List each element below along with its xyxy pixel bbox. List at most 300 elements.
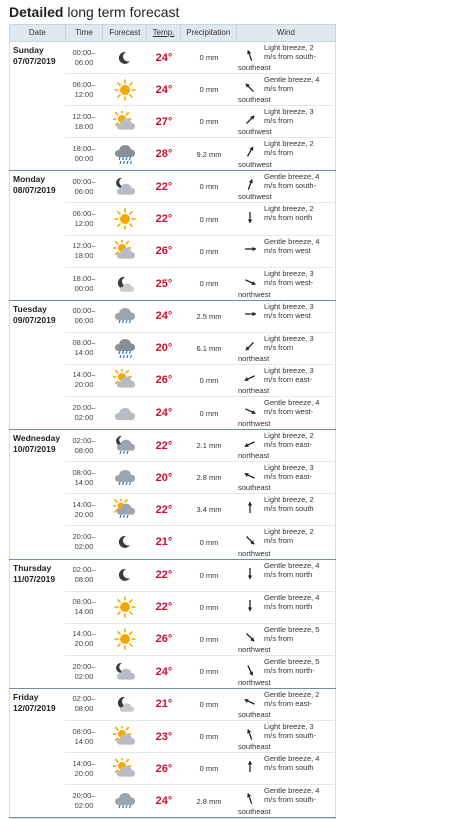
moon-cloud-icon — [113, 693, 137, 715]
table-row[interactable] — [65, 785, 336, 817]
sun-cloud-icon — [113, 369, 137, 391]
time-end: 20:00 — [74, 509, 94, 519]
time-cell — [65, 333, 103, 364]
day-group — [9, 560, 336, 689]
wind-text — [264, 366, 333, 384]
wind-line-2: m/s from south- — [264, 730, 317, 740]
cloud-rain-icon — [113, 467, 137, 489]
wind-text — [264, 463, 333, 481]
forecast-cell — [103, 494, 147, 525]
sun-icon — [113, 596, 137, 618]
day-group — [9, 301, 336, 430]
wind-line-1: Gentle breeze, 4 — [264, 236, 320, 246]
moon-icon — [113, 47, 137, 69]
precipitation: 0 mm — [199, 602, 219, 612]
table-row[interactable] — [65, 721, 336, 753]
wind-line-2: m/s from west — [264, 310, 311, 320]
sun-icon — [113, 208, 137, 230]
wind-text — [264, 43, 333, 61]
title-bold: Detailed — [9, 4, 64, 20]
time-cell — [65, 397, 103, 429]
forecast-cell — [103, 430, 147, 461]
wind-line-2: m/s from west — [264, 245, 311, 255]
time-end: 02:00 — [74, 413, 94, 423]
wind-line-1: Light breeze, 2 — [264, 527, 314, 537]
moon-icon — [113, 531, 137, 553]
wind-text — [264, 754, 333, 772]
sun-cloud-rain-icon — [113, 499, 137, 521]
precipitation: 0 mm — [199, 214, 219, 224]
day-rows — [65, 171, 336, 299]
wind-cell — [237, 721, 336, 752]
wind-cell — [237, 753, 336, 784]
precipitation: 0 mm — [199, 279, 219, 289]
precipitation: 0 mm — [199, 732, 219, 742]
wind-line-2: m/s from west- — [264, 277, 314, 287]
day-date-cell — [9, 560, 65, 688]
table-row[interactable] — [65, 494, 336, 526]
wind-line-2: m/s from north — [264, 601, 313, 611]
wind-cell — [237, 301, 336, 332]
sun-icon — [113, 79, 137, 101]
time-start: 00:00– — [72, 176, 96, 186]
cloud-rain-icon — [113, 305, 137, 327]
day-date-cell — [9, 301, 65, 429]
wind-text — [264, 786, 333, 804]
precipitation: 3.4 mm — [196, 505, 222, 515]
time-cell — [65, 301, 103, 332]
precipitation: 0 mm — [199, 117, 219, 127]
wind-line-3: southeast — [238, 807, 271, 817]
sun-icon — [113, 208, 137, 230]
day-rows — [65, 42, 336, 170]
time-start: 14:00– — [72, 629, 96, 639]
table-row[interactable] — [65, 203, 336, 235]
wind-line-2: m/s from — [264, 633, 294, 643]
wind-line-1: Light breeze, 3 — [264, 268, 314, 278]
temperature: 22° — [155, 503, 173, 516]
wind-arrow-icon — [243, 178, 257, 192]
table-row[interactable] — [65, 106, 336, 138]
wind-line-2: m/s from east- — [264, 698, 312, 708]
time-cell — [65, 74, 103, 105]
day-group — [9, 689, 336, 818]
wind-arrow-icon — [243, 695, 257, 709]
time-cell — [65, 268, 103, 300]
temperature: 22° — [155, 601, 173, 614]
time-start: 12:00– — [72, 241, 96, 251]
precipitation: 0 mm — [199, 375, 219, 385]
wind-line-3: southeast — [238, 483, 271, 493]
wind-line-1: Gentle breeze, 4 — [264, 398, 320, 408]
wind-arrow-icon — [243, 501, 257, 515]
wind-line-1: Gentle breeze, 5 — [264, 624, 320, 634]
time-start: 18:00– — [72, 144, 96, 154]
moon-icon — [113, 531, 137, 553]
wind-line-3: northeast — [238, 451, 270, 461]
precipitation: 2.8 mm — [196, 796, 222, 806]
sun-cloud-icon — [113, 726, 137, 748]
header-precipitation[interactable]: Precipitation — [181, 25, 237, 41]
time-start: 20:00– — [72, 791, 96, 801]
days-container — [9, 42, 336, 818]
wind-cell — [237, 171, 336, 202]
wind-line-2: m/s from — [264, 148, 294, 158]
time-start: 20:00– — [72, 403, 96, 413]
wind-line-3: northwest — [238, 289, 271, 299]
wind-arrow-icon — [243, 404, 257, 418]
time-end: 08:00 — [74, 445, 94, 455]
forecast-cell — [103, 236, 147, 267]
table-row[interactable] — [65, 74, 336, 106]
time-start: 14:00– — [72, 370, 96, 380]
day-date: 11/07/2019 — [13, 573, 56, 584]
temperature: 22° — [155, 213, 173, 226]
page-title — [0, 0, 454, 24]
wind-cell — [237, 785, 336, 817]
day-name: Thursday — [13, 562, 52, 573]
wind-cell — [237, 494, 336, 525]
wind-text — [264, 107, 333, 125]
forecast-cell — [103, 138, 147, 170]
wind-arrow-icon — [243, 469, 257, 483]
wind-line-1: Gentle breeze, 5 — [264, 656, 320, 666]
table-row[interactable] — [65, 560, 336, 592]
forecast-cell — [103, 203, 147, 234]
day-date: 07/07/2019 — [13, 56, 56, 66]
time-end: 02:00 — [74, 671, 94, 681]
wind-arrow-icon — [243, 566, 257, 580]
wind-line-3: southeast — [238, 95, 271, 105]
sun-cloud-rain-icon — [113, 499, 137, 521]
cloud-heavy-rain-icon — [113, 143, 137, 165]
time-start: 06:00– — [72, 209, 96, 219]
time-cell — [65, 236, 103, 267]
time-cell — [65, 753, 103, 784]
temperature: 27° — [155, 115, 173, 128]
cloud-moon-icon — [113, 176, 137, 198]
forecast-cell — [103, 526, 147, 558]
forecast-cell — [103, 333, 147, 364]
precipitation: 0 mm — [199, 764, 219, 774]
time-start: 02:00– — [72, 565, 96, 575]
header-wind[interactable]: Wind — [276, 28, 295, 37]
table-row[interactable] — [65, 430, 336, 462]
temperature: 24° — [155, 83, 173, 96]
time-end: 06:00 — [74, 316, 94, 326]
wind-text — [264, 302, 333, 320]
precipitation: 2.1 mm — [196, 441, 222, 451]
time-start: 08:00– — [72, 726, 96, 736]
temperature: 26° — [155, 633, 173, 646]
wind-arrow-icon — [243, 145, 257, 159]
header-forecast[interactable]: Forecast — [103, 25, 147, 41]
time-cell — [65, 494, 103, 525]
day-date: 09/07/2019 — [13, 314, 56, 325]
day-name: Sunday — [13, 45, 44, 55]
time-start: 02:00– — [72, 435, 96, 445]
wind-cell — [237, 268, 336, 300]
table-row[interactable] — [65, 138, 336, 170]
day-rows — [65, 560, 336, 688]
temperature: 21° — [155, 698, 173, 711]
day-date: 10/07/2019 — [13, 444, 56, 455]
wind-line-2: m/s from — [264, 116, 294, 126]
wind-line-1: Gentle breeze, 2 — [264, 689, 320, 699]
time-cell — [65, 138, 103, 170]
time-end: 08:00 — [74, 704, 94, 714]
wind-line-2: m/s from south- — [264, 52, 317, 61]
temperature: 24° — [155, 51, 173, 64]
header-temp[interactable]: Temp. — [147, 25, 181, 41]
time-cell — [65, 365, 103, 396]
forecast-cell — [103, 42, 147, 73]
wind-arrow-icon — [243, 113, 257, 127]
time-cell — [65, 721, 103, 752]
time-start: 20:00– — [72, 532, 96, 542]
time-cell — [65, 462, 103, 493]
time-start: 18:00– — [72, 273, 96, 283]
wind-line-1: Light breeze, 2 — [264, 43, 314, 52]
wind-cell — [237, 397, 336, 429]
wind-cell — [237, 74, 336, 105]
temperature: 22° — [155, 180, 173, 193]
sun-icon — [113, 79, 137, 101]
temperature: 24° — [155, 795, 173, 808]
moon-icon — [113, 47, 137, 69]
sun-cloud-icon — [113, 240, 137, 262]
sun-cloud-icon — [113, 111, 137, 133]
wind-text — [264, 204, 333, 222]
wind-arrow-icon — [243, 81, 257, 95]
day-group — [9, 171, 336, 300]
forecast-cell — [103, 753, 147, 784]
time-end: 00:00 — [74, 154, 94, 164]
wind-text — [264, 172, 333, 190]
time-start: 02:00– — [72, 694, 96, 704]
wind-arrow-icon — [243, 210, 257, 224]
title-rest: long term forecast — [63, 4, 180, 20]
time-end: 02:00 — [74, 542, 94, 552]
time-start: 12:00– — [72, 111, 96, 121]
wind-line-3: southwest — [238, 127, 272, 137]
time-end: 12:00 — [74, 89, 94, 99]
wind-text — [264, 334, 333, 352]
wind-arrow-icon — [243, 630, 257, 644]
day-rows — [65, 301, 336, 429]
wind-line-1: Gentle breeze, 4 — [264, 560, 320, 570]
wind-arrow-icon — [243, 792, 257, 806]
time-cell — [65, 526, 103, 558]
temperature: 23° — [155, 730, 173, 743]
wind-text — [264, 657, 333, 675]
table-row[interactable] — [65, 42, 336, 74]
time-end: 20:00 — [74, 639, 94, 649]
forecast-cell — [103, 397, 147, 429]
temperature: 26° — [155, 762, 173, 775]
wind-cell — [237, 592, 336, 623]
precipitation: 0 mm — [199, 537, 219, 547]
moon-cloud-icon — [113, 693, 137, 715]
wind-line-1: Light breeze, 2 — [264, 495, 314, 505]
precipitation: 0 mm — [199, 570, 219, 580]
table-header — [9, 24, 336, 42]
day-date-cell — [9, 171, 65, 299]
time-start: 06:00– — [72, 79, 96, 89]
moon-icon — [113, 564, 137, 586]
table-row[interactable] — [65, 592, 336, 624]
wind-line-3: northwest — [238, 548, 271, 558]
cloud-icon — [113, 402, 137, 424]
wind-line-1: Light breeze, 3 — [264, 721, 314, 731]
day-name: Monday — [13, 174, 46, 185]
precipitation: 0 mm — [199, 53, 219, 63]
cloud-moon-rain-icon — [113, 435, 137, 457]
wind-line-3: southeast — [238, 742, 271, 752]
wind-line-1: Light breeze, 2 — [264, 431, 314, 441]
table-row[interactable] — [65, 333, 336, 365]
time-end: 14:00 — [74, 607, 94, 617]
wind-text — [264, 139, 333, 157]
table-row[interactable] — [65, 268, 336, 300]
wind-line-1: Gentle breeze, 4 — [264, 592, 320, 602]
table-row[interactable] — [65, 365, 336, 397]
precipitation: 2.8 mm — [196, 473, 222, 483]
time-start: 00:00– — [72, 47, 96, 57]
wind-line-1: Gentle breeze, 4 — [264, 75, 320, 85]
wind-text — [264, 269, 333, 287]
wind-line-2: m/s from south- — [264, 795, 317, 805]
wind-line-2: m/s from — [264, 342, 294, 352]
header-time[interactable]: Time — [66, 25, 104, 41]
day-name: Wednesday — [13, 433, 61, 444]
time-start: 08:00– — [72, 597, 96, 607]
table-row[interactable] — [65, 526, 336, 558]
wind-cell — [237, 656, 336, 688]
time-cell — [65, 171, 103, 202]
forecast-cell — [103, 268, 147, 300]
temperature: 28° — [155, 148, 173, 161]
forecast-cell — [103, 689, 147, 720]
table-row[interactable] — [65, 397, 336, 429]
wind-arrow-icon — [243, 663, 257, 677]
wind-cell — [237, 42, 336, 73]
wind-arrow-icon — [243, 307, 257, 321]
time-cell — [65, 785, 103, 817]
temperature: 20° — [155, 342, 173, 355]
moon-icon — [113, 564, 137, 586]
forecast-cell — [103, 74, 147, 105]
wind-line-2: m/s from east- — [264, 440, 312, 450]
moon-cloud-icon — [113, 273, 137, 295]
time-end: 18:00 — [74, 251, 94, 261]
sun-cloud-icon — [113, 758, 137, 780]
wind-line-3: northwest — [238, 419, 271, 429]
wind-arrow-icon — [243, 598, 257, 612]
wind-line-2: m/s from east- — [264, 472, 312, 482]
table-row[interactable] — [65, 753, 336, 785]
wind-arrow-icon — [243, 339, 257, 353]
day-rows — [65, 689, 336, 817]
day-date-cell — [9, 42, 65, 170]
day-name: Friday — [13, 691, 39, 702]
wind-line-1: Light breeze, 2 — [264, 139, 314, 149]
sun-cloud-icon — [113, 726, 137, 748]
wind-text — [264, 625, 333, 643]
wind-text — [264, 561, 333, 579]
precipitation: 0 mm — [199, 246, 219, 256]
wind-line-3: northwest — [238, 644, 271, 654]
precipitation: 0 mm — [199, 85, 219, 95]
table-row[interactable] — [65, 656, 336, 688]
wind-line-3: southeast — [238, 63, 271, 73]
temperature: 26° — [155, 245, 173, 258]
wind-line-2: m/s from west- — [264, 407, 314, 417]
time-end: 14:00 — [74, 736, 94, 746]
time-end: 08:00 — [74, 575, 94, 585]
wind-line-1: Light breeze, 3 — [264, 333, 314, 343]
forecast-cell — [103, 301, 147, 332]
wind-line-3: southwest — [238, 192, 272, 202]
temperature: 24° — [155, 310, 173, 323]
time-start: 08:00– — [72, 338, 96, 348]
precipitation: 0 mm — [199, 634, 219, 644]
table-row[interactable] — [65, 301, 336, 333]
cloud-moon-icon — [113, 176, 137, 198]
wind-cell — [237, 624, 336, 655]
wind-line-1: Gentle breeze, 4 — [264, 786, 320, 796]
time-cell — [65, 560, 103, 591]
wind-line-2: m/s from north- — [264, 665, 315, 675]
wind-text — [264, 593, 333, 611]
time-end: 14:00 — [74, 348, 94, 358]
table-row[interactable] — [65, 624, 336, 656]
temperature: 24° — [155, 665, 173, 678]
wind-arrow-icon — [243, 760, 257, 774]
cloud-moon-rain-icon — [113, 435, 137, 457]
wind-line-2: m/s from north — [264, 569, 313, 579]
wind-line-1: Light breeze, 3 — [264, 301, 314, 311]
wind-text — [264, 431, 333, 449]
table-row[interactable] — [65, 689, 336, 721]
cloud-rain-icon — [113, 305, 137, 327]
time-end: 00:00 — [74, 283, 94, 293]
precipitation: 9.2 mm — [196, 149, 222, 159]
time-start: 00:00– — [72, 306, 96, 316]
time-end: 12:00 — [74, 219, 94, 229]
wind-line-2: m/s from south- — [264, 181, 317, 191]
day-group — [9, 430, 336, 559]
wind-cell — [237, 430, 336, 461]
table-row[interactable] — [65, 462, 336, 494]
temperature: 21° — [155, 536, 173, 549]
header-date[interactable]: Date — [10, 25, 66, 41]
temperature: 22° — [155, 439, 173, 452]
wind-arrow-icon — [243, 533, 257, 547]
precipitation: 0 mm — [199, 699, 219, 709]
cloud-rain-icon — [113, 790, 137, 812]
wind-arrow-icon — [243, 437, 257, 451]
time-start: 14:00– — [72, 499, 96, 509]
time-cell — [65, 656, 103, 688]
table-row[interactable] — [65, 171, 336, 203]
table-row[interactable] — [65, 236, 336, 268]
wind-text — [264, 722, 333, 740]
wind-line-1: Gentle breeze, 4 — [264, 754, 320, 764]
time-cell — [65, 689, 103, 720]
wind-cell — [237, 689, 336, 720]
precipitation: 2.5 mm — [196, 311, 222, 321]
